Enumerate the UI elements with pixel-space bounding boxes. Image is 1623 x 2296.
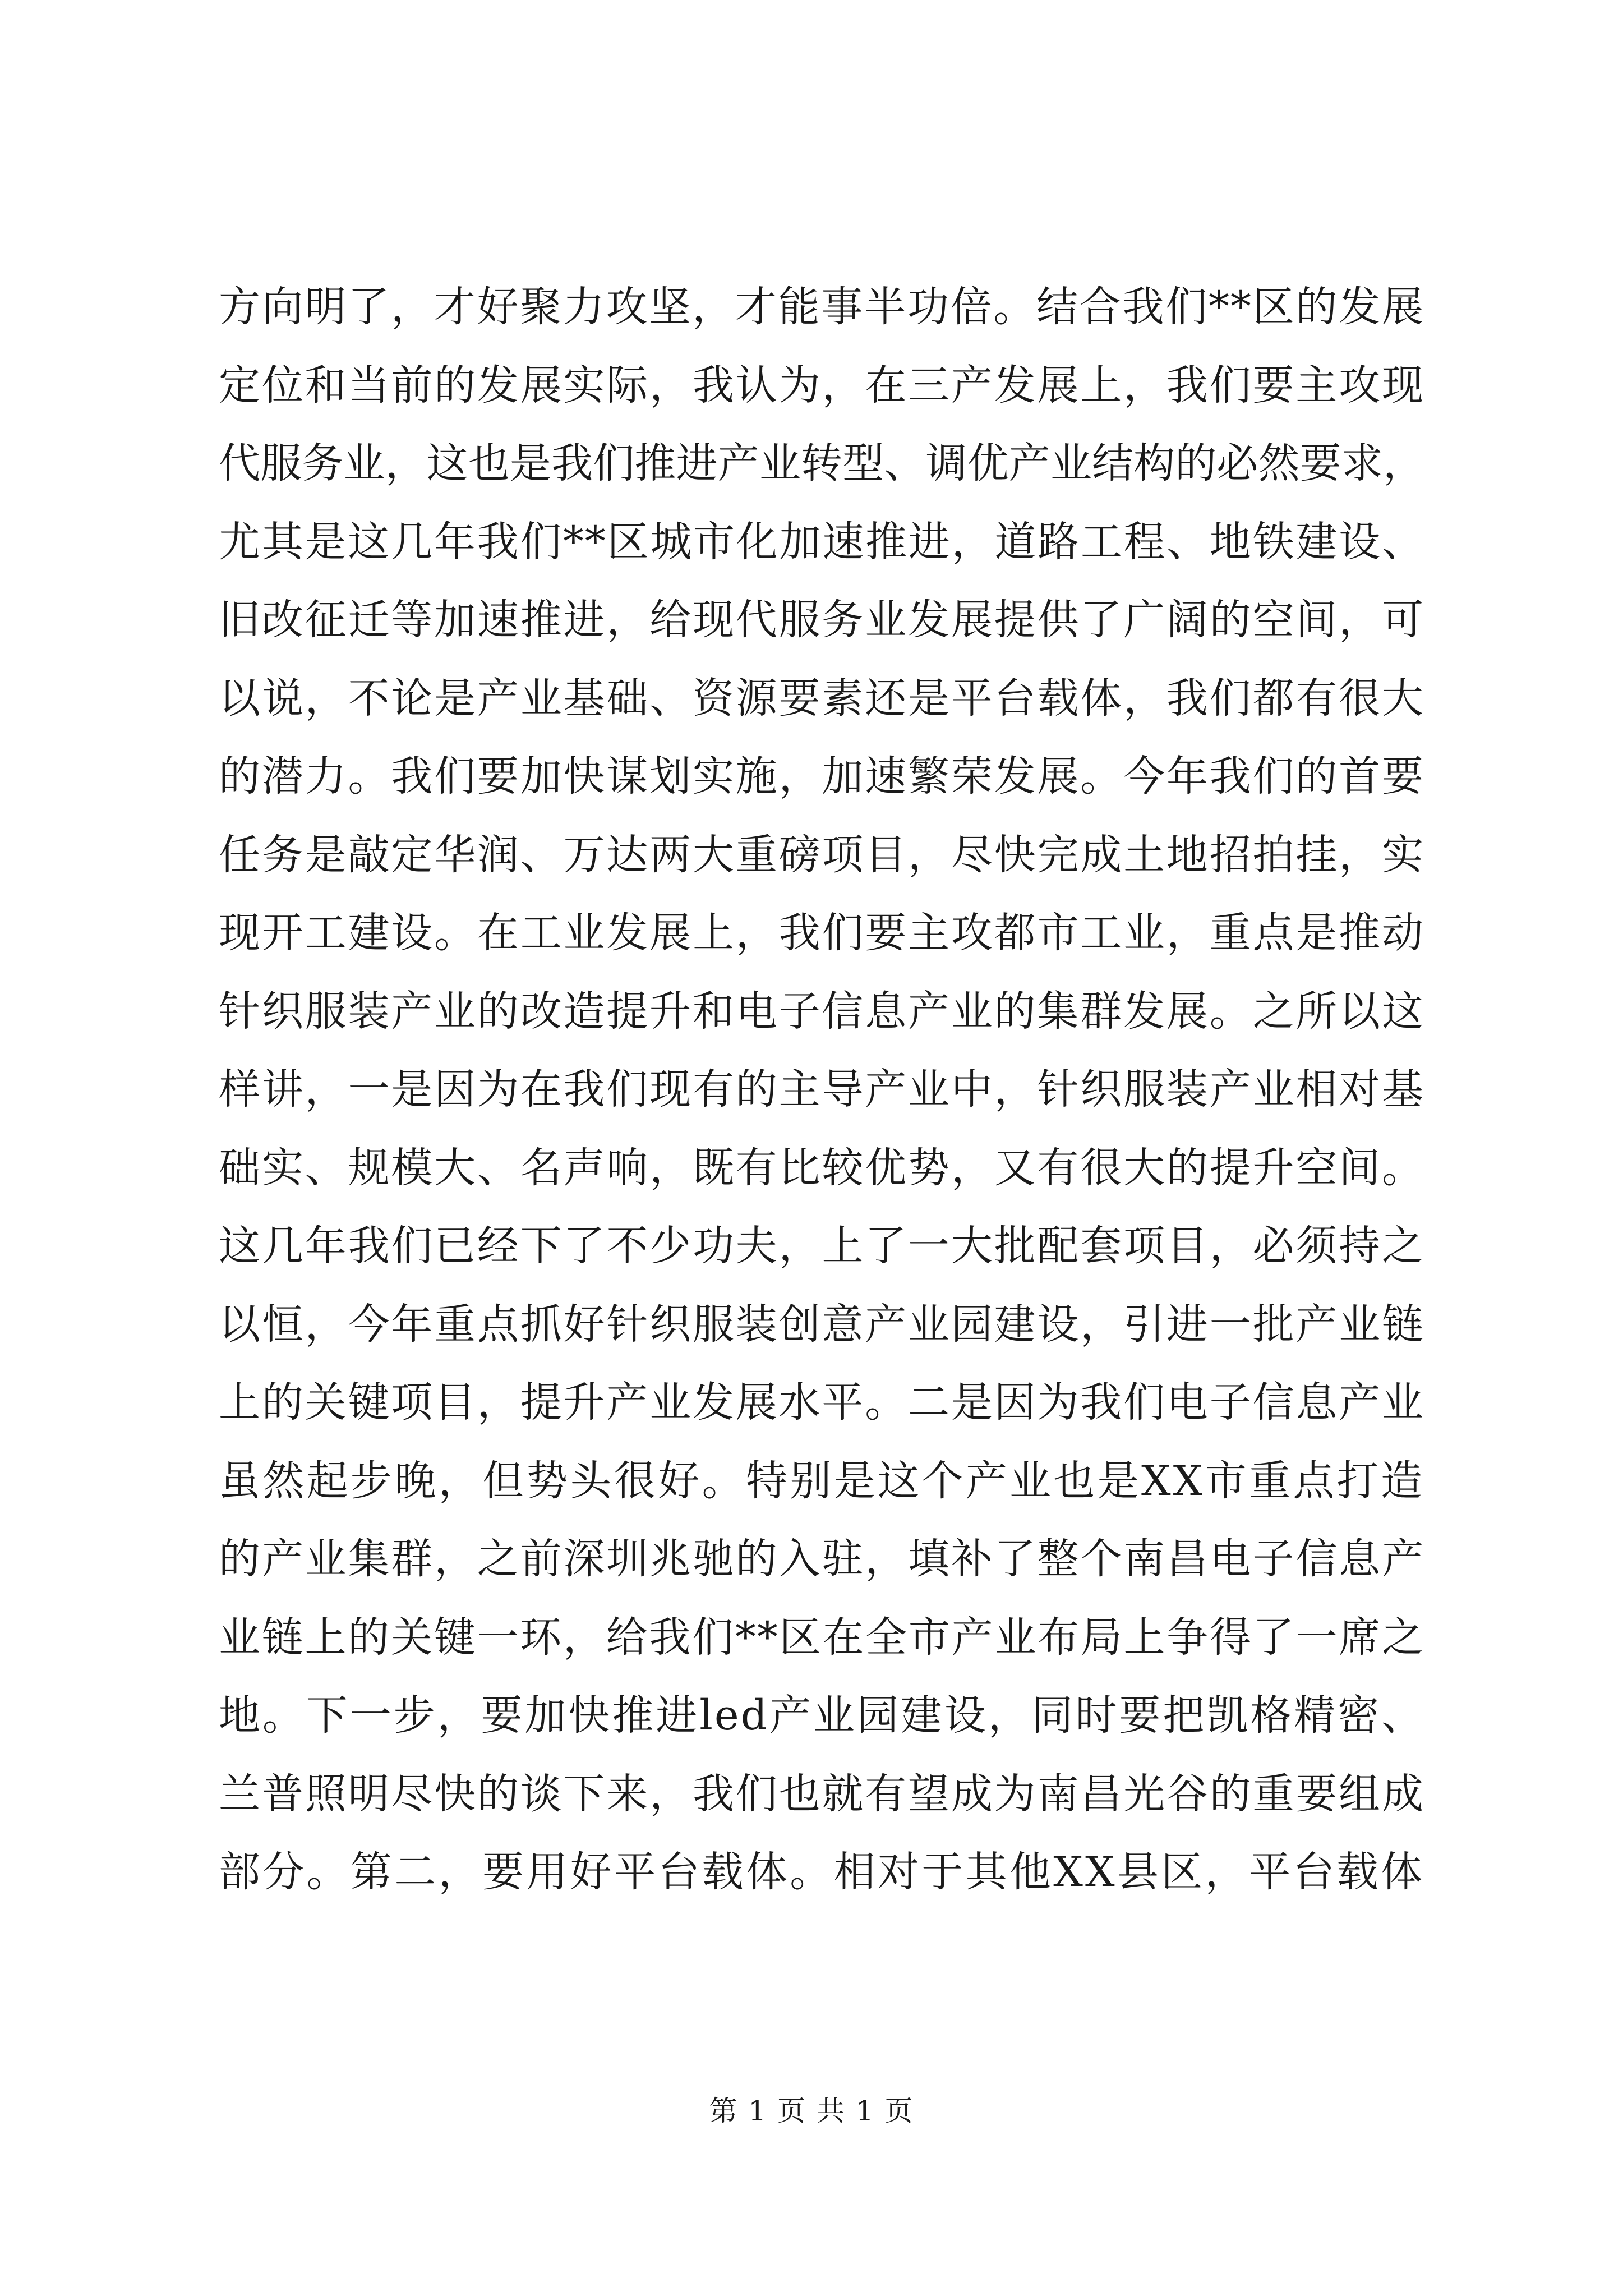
text-line: 础实、规模大、名声响，既有比较优势，又有很大的提升空间。 (219, 1143, 1424, 1192)
text-line: 代服务业，这也是我们推进产业转型、调优产业结构的必然要求， (219, 439, 1424, 487)
text-line: 以恒，今年重点抓好针织服装创意产业园建设，引进一批产业链 (219, 1300, 1424, 1349)
text-line: 部分。第二，要用好平台载体。相对于其他XX县区，平台载体 (219, 1848, 1424, 1896)
text-line: 上的关键项目，提升产业发展水平。二是因为我们电子信息产业 (219, 1378, 1424, 1427)
text-line: 定位和当前的发展实际，我认为，在三产发展上，我们要主攻现 (219, 361, 1424, 409)
text-line: 尤其是这几年我们**区城市化加速推进，道路工程、地铁建设、 (219, 517, 1424, 566)
text-line: 地。下一步，要加快推进led产业园建设，同时要把凯格精密、 (219, 1691, 1424, 1740)
document-body (219, 268, 1424, 1912)
text-line: 现开工建设。在工业发展上，我们要主攻都市工业，重点是推动 (219, 909, 1424, 957)
text-line: 样讲，一是因为在我们现有的主导产业中，针织服装产业相对基 (219, 1065, 1424, 1114)
text-line: 这几年我们已经下了不少功夫，上了一大批配套项目，必须持之 (219, 1222, 1424, 1270)
text-line: 方向明了，才好聚力攻坚，才能事半功倍。结合我们**区的发展 (219, 283, 1424, 331)
text-line: 任务是敲定华润、万达两大重磅项目，尽快完成土地招拍挂，实 (219, 830, 1424, 879)
page-number-footer: 第 1 页 共 1 页 (709, 2095, 914, 2127)
text-line: 虽然起步晚，但势头很好。特别是这个产业也是XX市重点打造 (219, 1456, 1424, 1505)
text-line: 业链上的关键一环，给我们**区在全市产业布局上争得了一席之 (219, 1613, 1424, 1662)
text-line: 兰普照明尽快的谈下来，我们也就有望成为南昌光谷的重要组成 (219, 1769, 1424, 1818)
text-line: 旧改征迁等加速推进，给现代服务业发展提供了广阔的空间，可 (219, 596, 1424, 644)
text-line: 的潜力。我们要加快谋划实施，加速繁荣发展。今年我们的首要 (219, 752, 1424, 800)
text-line: 的产业集群，之前深圳兆驰的入驻，填补了整个南昌电子信息产 (219, 1535, 1424, 1583)
text-line: 针织服装产业的改造提升和电子信息产业的集群发展。之所以这 (219, 987, 1424, 1036)
text-line: 以说，不论是产业基础、资源要素还是平台载体，我们都有很大 (219, 674, 1424, 723)
